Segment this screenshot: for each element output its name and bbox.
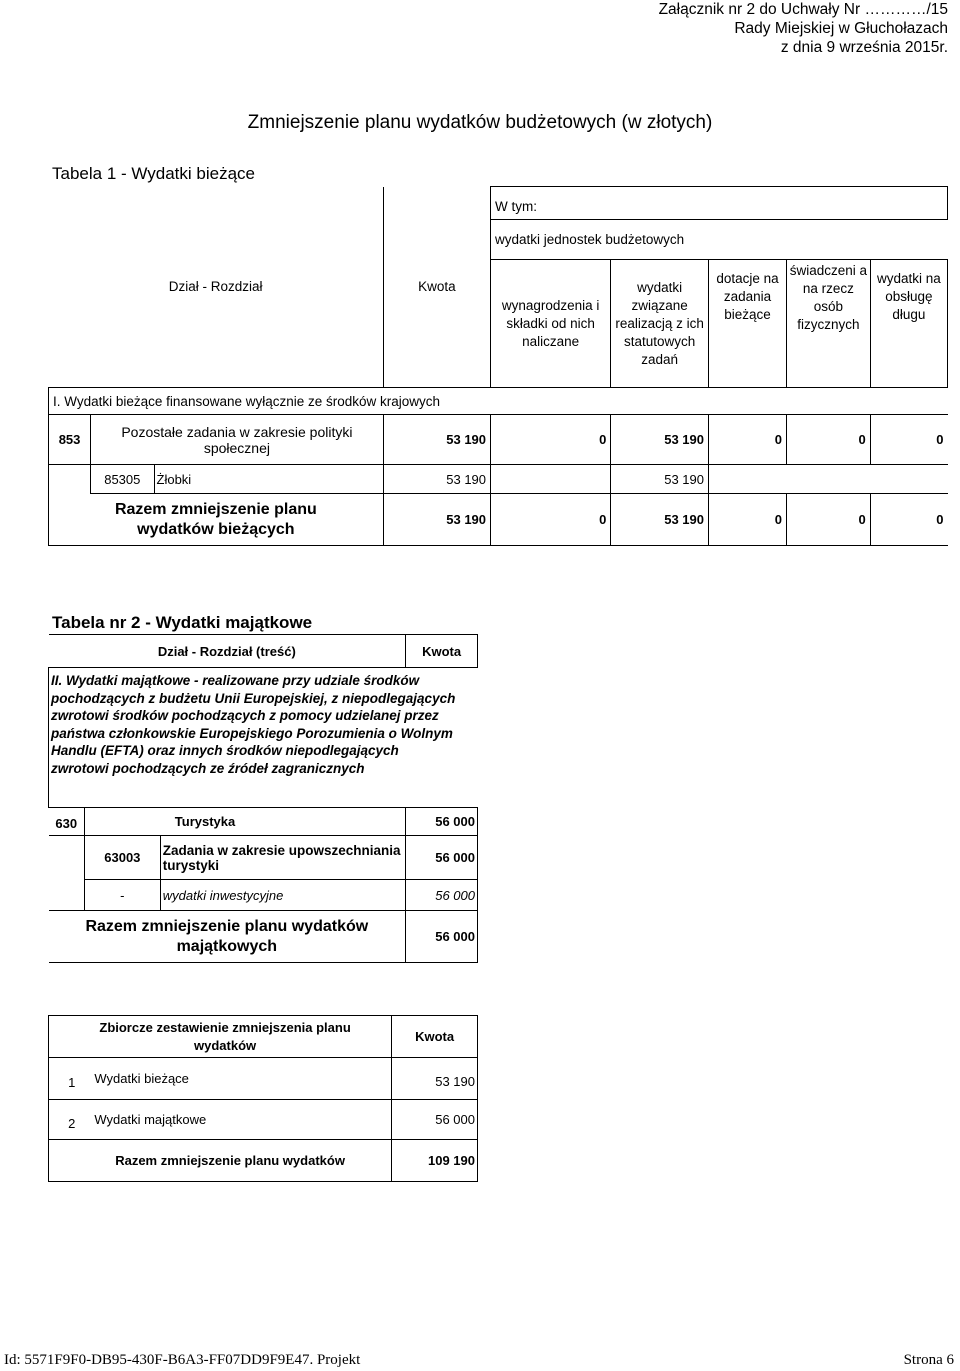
table-row [49,465,948,494]
col-header-dotacje: dotacje na zadania bieżące [708,260,786,388]
summary-row-2-name: Wydatki majątkowe [94,1100,391,1140]
row-853-dot: 0 [708,415,786,465]
col-header-dzial-tresc: Dział - Rozdział (treść) [49,635,406,668]
section-label-current: I. Wydatki bieżące finansowane wyłącznie ze środków krajowych [49,388,948,415]
summary-row-1-no: 1 [49,1058,95,1100]
row-853-code: 853 [49,415,91,465]
table-capital-expenses [48,634,478,963]
table-row [49,415,948,465]
table-summary [48,1015,478,1182]
table-row-total [49,1140,478,1182]
row-63003-kwota: 56 000 [406,836,478,880]
row-63003-name: Zadania w zakresie upowszechniania turystyki [160,836,405,880]
row-630-name: Turystyka [84,808,405,836]
col-header-kwota-2: Kwota [406,635,478,668]
col-header-wynagrodzenia: wynagrodzenia i składki od nich naliczane [491,260,611,388]
row-85305-name: Żłobki [154,465,383,494]
row-inv-name: wydatki inwestycyjne [160,880,405,911]
row-inv-kwota: 56 000 [406,880,478,911]
total-current-zwi: 53 190 [611,494,709,546]
page-title: Zmniejszenie planu wydatków budżetowych (w złotych) [247,112,713,133]
col-header-kwota: Kwota [418,278,456,294]
summary-row-2-no: 2 [49,1100,95,1140]
col-header-zwiazane: wydatki związane realizacją z ich statutowych zadań [611,260,709,388]
table1-label: Tabela 1 - Wydatki bieżące [52,164,256,183]
section-label-capital: II. Wydatki majątkowe - realizowane przy udziale środków pochodzących z budżetu Unii Europejskiej, z niepodlegających zwrotowi środków pochodzących z pomocy udzielanej przez państwa członkowskie Europejskiego Porozumienia o Wolnym Handlu (EFTA) oraz innych środków niepodlegających zwrotowi pochodzących ze źródeł zagranicznych [49,668,478,808]
summary-total-kwota: 109 190 [392,1140,478,1182]
table-row [49,1100,478,1140]
summary-total-label: Razem zmniejszenie planu wydatków [49,1140,392,1182]
col-header-dzial: Dział - Rozdział [168,279,263,294]
col-header-obsluga: wydatki na obsługę długu [870,260,947,388]
attachment-line-1: Załącznik nr 2 do Uchwały Nr …………/15 [658,1,948,18]
row-853-name: Pozostałe zadania w zakresie polityki społecznej [91,415,384,465]
summary-col-title: Zbiorcze zestawienie zmniejszenia planu wydatków [49,1016,392,1058]
row-85305-zwi: 53 190 [611,465,709,494]
total-current-kwota: 53 190 [383,494,490,546]
row-63003-code: 63003 [84,836,160,880]
summary-row-2-kwota: 56 000 [392,1100,478,1140]
row-853-kwota: 53 190 [383,415,490,465]
total-current-label: Razem zmniejszenie planu wydatków bieżących [49,494,384,546]
total-current-dot: 0 [708,494,786,546]
table-row [49,836,478,880]
summary-row-1-name: Wydatki bieżące [94,1058,391,1100]
row-853-wyn: 0 [491,415,611,465]
row-853-obs: 0 [870,415,947,465]
col-header-swiadczenia: świadczeni a na rzecz osób fizycznych [787,260,871,388]
row-85305-code: 85305 [91,465,154,494]
page-number: Strona 6 [903,1352,954,1368]
total-capital-kwota: 56 000 [406,911,478,963]
total-current-wyn: 0 [491,494,611,546]
table-row-total [49,911,478,963]
row-630-kwota: 56 000 [406,808,478,836]
row-853-zwi: 53 190 [611,415,709,465]
col-header-group: wydatki jednostek budżetowych [491,220,948,260]
row-630-code: 630 [49,808,85,836]
attachment-header [659,0,948,57]
summary-col-kwota: Kwota [392,1016,478,1058]
document-id: Id: 5571F9F0-DB95-430F-B6A3-FF07DD9F9E47. Projekt [4,1352,361,1368]
attachment-line-2: Rady Miejskiej w Głuchołazach [734,20,948,37]
table-current-expenses [48,186,948,546]
total-current-swi: 0 [787,494,871,546]
table2-label: Tabela nr 2 - Wydatki majątkowe [52,613,313,632]
summary-row-1-kwota: 53 190 [392,1058,478,1100]
attachment-line-3: z dnia 9 września 2015r. [780,39,948,56]
col-header-w-tym: W tym: [491,187,948,220]
row-85305-kwota: 53 190 [383,465,490,494]
row-inv-code: - [84,880,160,911]
total-capital-label: Razem zmniejszenie planu wydatków majątkowych [49,911,406,963]
row-853-swi: 0 [787,415,871,465]
table-row-total [49,494,948,546]
table-row [49,1058,478,1100]
table-row [49,880,478,911]
total-current-obs: 0 [870,494,947,546]
table-row [49,808,478,836]
